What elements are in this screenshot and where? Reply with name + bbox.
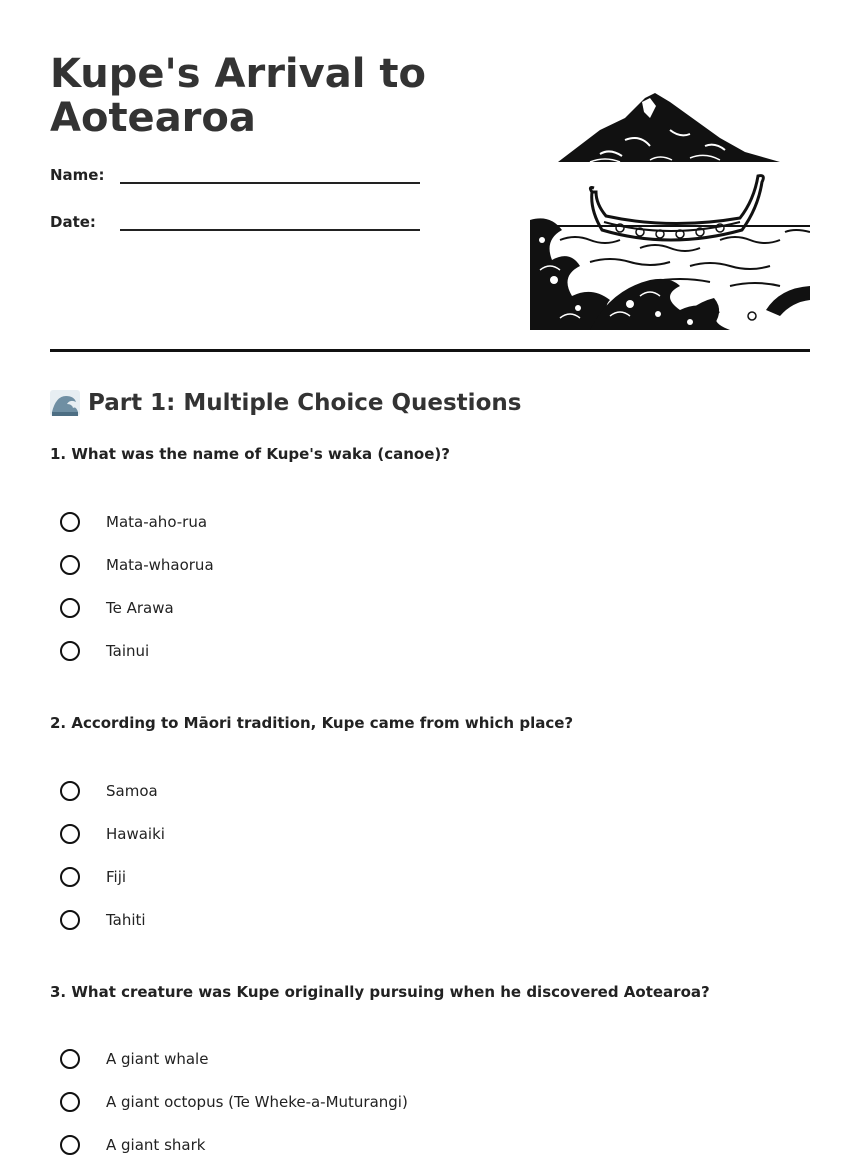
option-label: A giant whale — [106, 1050, 209, 1068]
name-field-row — [50, 166, 420, 190]
option-label: Tahiti — [106, 911, 146, 929]
radio-button[interactable] — [60, 867, 80, 887]
question-1-option-a[interactable] — [60, 509, 207, 535]
question-1-option-c[interactable] — [60, 595, 174, 621]
question-3-option-a[interactable] — [60, 1046, 208, 1072]
radio-button[interactable] — [60, 512, 80, 532]
radio-button[interactable] — [60, 1135, 80, 1155]
name-field[interactable] — [120, 182, 420, 184]
waka-icon — [590, 176, 763, 240]
question-3-option-c[interactable] — [60, 1132, 205, 1158]
option-label: A giant shark — [106, 1136, 206, 1154]
question-1-option-d[interactable] — [60, 638, 149, 664]
date-field[interactable] — [120, 229, 420, 231]
option-label: Mata-whaorua — [106, 556, 214, 574]
question-2-option-c[interactable] — [60, 864, 126, 890]
radio-button[interactable] — [60, 555, 80, 575]
radio-button[interactable] — [60, 1092, 80, 1112]
section-title: Part 1: Multiple Choice Questions — [88, 390, 522, 416]
mountain-icon — [558, 93, 780, 162]
name-label: Name: — [50, 166, 105, 184]
radio-button[interactable] — [60, 781, 80, 801]
radio-button[interactable] — [60, 598, 80, 618]
question-2-option-d[interactable] — [60, 907, 146, 933]
option-label: Tainui — [106, 642, 150, 660]
option-label: Fiji — [106, 868, 127, 886]
radio-button[interactable] — [60, 641, 80, 661]
section-heading — [50, 390, 521, 416]
question-3: 3. What creature was Kupe originally pursuing when he discovered Aotearoa? — [50, 983, 710, 1001]
question-2-option-a[interactable] — [60, 778, 158, 804]
question-1-option-b[interactable] — [60, 552, 214, 578]
option-label: Samoa — [106, 782, 158, 800]
radio-button[interactable] — [60, 824, 80, 844]
radio-button[interactable] — [60, 1049, 80, 1069]
question-2-option-b[interactable] — [60, 821, 165, 847]
question-1: 1. What was the name of Kupe's waka (canoe)? — [50, 445, 450, 463]
option-label: A giant octopus (Te Wheke-a-Muturangi) — [106, 1093, 408, 1111]
header-divider — [50, 349, 810, 352]
question-2: 2. According to Māori tradition, Kupe came from which place? — [50, 714, 574, 732]
date-field-row — [50, 213, 420, 237]
question-3-option-b[interactable] — [60, 1089, 408, 1115]
date-label: Date: — [50, 213, 96, 231]
radio-button[interactable] — [60, 910, 80, 930]
wave-icon — [50, 390, 80, 416]
option-label: Hawaiki — [106, 825, 165, 843]
mountain-waka-illustration — [530, 90, 810, 330]
option-label: Te Arawa — [106, 599, 174, 617]
option-label: Mata-aho-rua — [106, 513, 208, 531]
page-title: Kupe's Arrival to Aotearoa — [50, 51, 426, 141]
